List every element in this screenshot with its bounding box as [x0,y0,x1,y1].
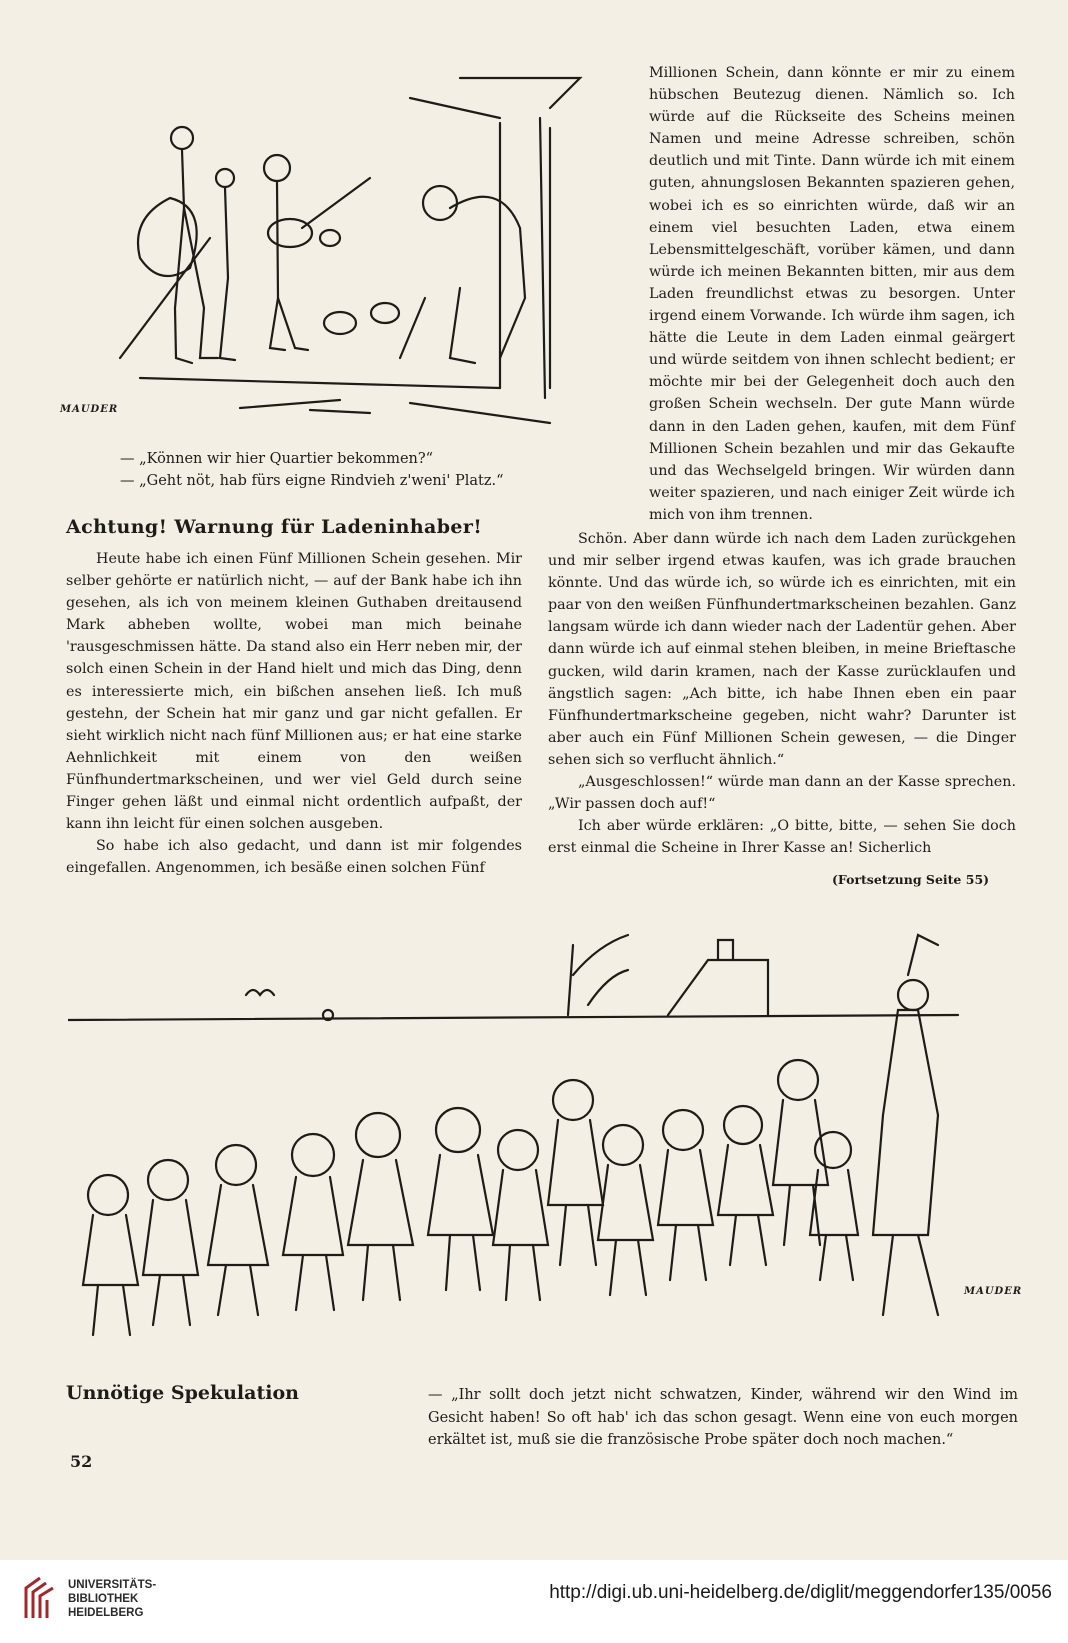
article-left-column [66,548,522,879]
top-cartoon-signature: MAUDER [60,404,119,415]
article-right-column-top [649,62,1015,526]
article-paragraph: „Ausgeschlossen!“ würde man dann an der Kasse sprechen. „Wir passen doch auf!“ [548,774,1016,813]
page-number: 52 [70,1452,93,1471]
source-url[interactable]: http://digi.ub.uni-heidelberg.de/diglit/meggendorfer135/0056 [549,1582,1052,1603]
digitization-footer [0,1560,1068,1643]
bottom-cartoon-illustration [68,915,1008,1365]
bottom-cartoon-signature: MAUDER [964,1286,1023,1297]
article-right-column [548,528,1016,859]
top-cartoon-caption [60,448,570,492]
article-paragraph: Schön. Aber dann würde ich nach dem Laden zurückgehen und mir selber irgend etwas kaufen, was ich grade brauchen könnte. Und das würde ich, so würde ich es einrichten, mit ein paar von den weißen Fünfhundertmarkscheinen bezahlen. Ganz langsam würde ich dann wieder nach der Ladentür gehen. Aber dann würde ich auf einmal stehen bleiben, in meine Brieftasche gucken, wild darin kramen, nach der Kasse zurücklaufen und ängstlich sagen: „Ach bitte, ich habe Ihnen eben ein paar Fünfhundertmarkscheine gegeben, nicht wahr? Darunter ist aber auch ein Fünf Millionen Schein gewesen, — die Dinger sehen sich so verflucht ähnlich.“ [548,531,1016,768]
top-cartoon-illustration [80,58,620,438]
continuation-note: (Fortsetzung Seite 55) [832,872,990,887]
article-paragraph: Heute habe ich einen Fünf Millionen Schein gesehen. Mir selber gehörte er natürlich nicht, — auf der Bank habe ich ihn gesehen, als ich von meinem kleinen Guthaben dreitausend Mark abheben wollte, wobei man mich beinahe 'rausgeschmissen hätte. Da stand also ein Herr neben mir, der solch einen Schein in der Hand hielt und mich das Ding, denn es interessierte mich, ein bißchen ansehen ließ. Ich muß gestehn, der Schein hat mir ganz und gar nicht gefallen. Er sieht wirklich nicht nach fünf Millionen aus; er hat eine starke Aehnlichkeit mit einem von den weißen Fünfhundertmarkscheinen, und wer viel Geld durch seine Finger gehen läßt und einmal nicht ordentlich aufpaßt, der kann ihn leicht für einen solchen ausgeben. [66,551,522,833]
article-paragraph: So habe ich also gedacht, und dann ist mir folgendes eingefallen. Angenommen, ich besäße einen solchen Fünf [66,838,522,877]
caption-line-question: — „Können wir hier Quartier bekommen?“ [120,451,434,467]
cartoon-title: Unnötige Spekulation [66,1382,299,1404]
bottom-cartoon-caption: — „Ihr sollt doch jetzt nicht schwatzen, Kinder, während wir den Wind im Gesicht haben! So oft hab' ich das schon gesagt. Wenn eine von euch morgen erkältet ist, muß sie die französische Probe später doch noch machen.“ [428,1387,1018,1448]
article-title: Achtung! Warnung für Ladeninhaber! [66,516,483,538]
article-paragraph: Millionen Schein, dann könnte er mir zu einem hübschen Beutezug dienen. Nämlich so. Ich würde auf die Rückseite des Scheins meinen Namen und meine Adresse schreiben, schön deutlich und mit Tinte. Dann würde ich mit einem guten, ahnungslosen Bekannten spazieren gehen, wobei ich es so einrichten würde, daß wir an einem viel besuchten Laden, etwa einem Lebensmittelgeschäft, vorüber kämen, und dann würde ich meinen Bekannten bitten, mir aus dem Laden freundlichst etwas zu besorgen. Unter irgend einem Vorwande. Ich würde ihm sagen, ich hätte die Leute in dem Laden einmal geärgert und würde seitdem von ihnen schlecht bedient; er möchte mir bei der Gelegenheit doch auch den großen Schein wechseln. Der gute Mann würde dann in den Laden gehen, kaufen, mit dem Fünf Millionen Schein bezahlen und mir das Gekaufte und das Wechselgeld bringen. Wir würden dann weiter spazieren, und nach einiger Zeit würde ich mich von ihm trennen. [649,65,1015,523]
library-logo-icon [22,1574,58,1622]
library-name-line: HEIDELBERG [68,1607,144,1619]
caption-line-answer: — „Geht nöt, hab fürs eigne Rindvieh z'weni' Platz.“ [120,473,504,489]
article-paragraph: Ich aber würde erklären: „O bitte, bitte, — sehen Sie doch erst einmal die Scheine in Ihrer Kasse an! Sicherlich [548,818,1016,857]
library-name-line: UNIVERSITÄTS- [68,1579,157,1591]
library-name-line: BIBLIOTHEK [68,1593,139,1605]
library-name [68,1578,156,1620]
